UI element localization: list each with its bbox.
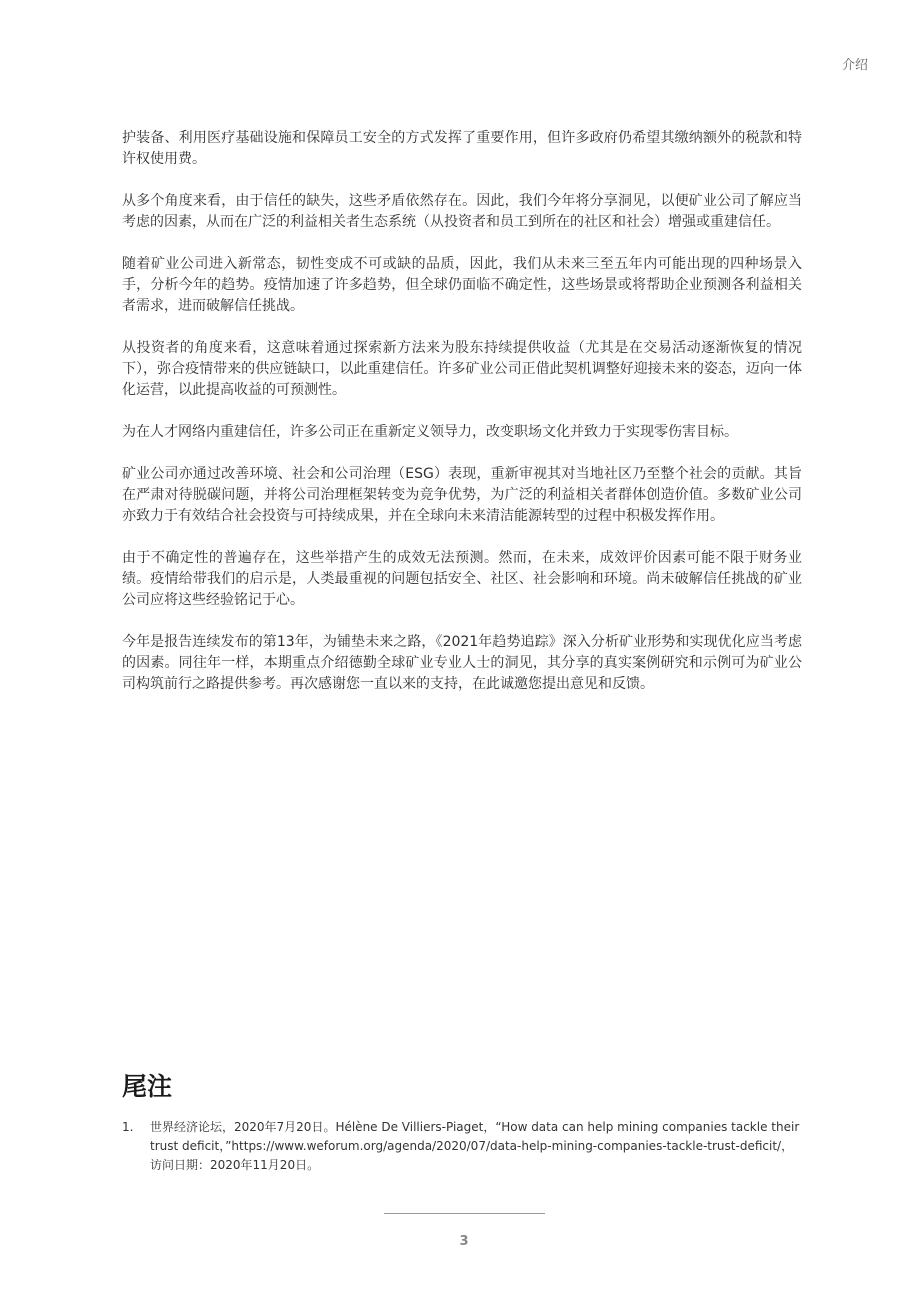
paragraph: 今年是报告连续发布的第13年，为铺垫未来之路，《2021年趋势追踪》深入分析矿业形势和实现优化应当考虑的因素。同往年一样，本期重点介绍德勤全球矿业专业人士的洞见，其分享的真实案例研究和示例可为矿业公司构筑前行之路提供参考。再次感谢您一直以来的支持，在此诚邀您提出意见和反馈。 [122,634,802,692]
paragraph: 从多个角度来看，由于信任的缺失，这些矛盾依然存在。因此，我们今年将分享洞见，以便矿业公司了解应当考虑的因素，从而在广泛的利益相关者生态系统（从投资者和员工到所在的社区和社会）增强或重建信任。 [122,193,802,230]
paragraph: 为在人才网络内重建信任，许多公司正在重新定义领导力，改变职场文化并致力于实现零伤害目标。 [122,424,738,440]
footer-divider [384,1213,545,1214]
paragraph: 随着矿业公司进入新常态，韧性变成不可或缺的品质，因此，我们从未来三至五年内可能出现的四种场景入手，分析今年的趋势。疫情加速了许多趋势，但全球仍面临不确定性，这些场景或将帮助企业预测各利益相关者需求，进而破解信任挑战。 [122,256,802,314]
endnotes-title: 尾注 [122,1072,173,1101]
endnote-number: 1. [122,1120,134,1134]
paragraph: 由于不确定性的普遍存在，这些举措产生的成效无法预测。然而，在未来，成效评价因素可能不限于财务业绩。疫情给带我们的启示是，人类最重视的问题包括安全、社区、社会影响和环境。尚未破解信任挑战的矿业公司应将这些经验铭记于心。 [122,550,802,608]
paragraph: 矿业公司亦通过改善环境、社会和公司治理（ESG）表现，重新审视其对当地社区乃至整个社会的贡献。其旨在严肃对待脱碳问题，并将公司治理框架转变为竞争优势，为广泛的利益相关者群体创造价值。多数矿业公司亦致力于有效结合社会投资与可持续成果，并在全球向未来清洁能源转型的过程中积极发挥作用。 [122,466,802,524]
page-number: 3 [459,1234,469,1249]
endnote-text: 世界经济论坛，2020年7月20日。Hélène De Villiers-Piaget，“How data can help mining companies tackle their trust deficit，”https://www.weforum.org/agenda/2020/07/data-help-mining-companies-tackle-trust-deficit/，访问日期：2020年11月20日。 [150,1120,800,1172]
endnote-item [122,1118,802,1175]
endnotes-section [122,1070,802,1175]
section-header-label: 介绍 [841,58,868,73]
paragraph: 从投资者的角度来看，这意味着通过探索新方法来为股东持续提供收益（尤其是在交易活动逐渐恢复的情况下），弥合疫情带来的供应链缺口，以此重建信任。许多矿业公司正借此契机调整好迎接未来的姿态，迈向一体化运营，以此提高收益的可预测性。 [122,340,802,398]
paragraph: 护装备、利用医疗基础设施和保障员工安全的方式发挥了重要作用，但许多政府仍希望其缴纳额外的税款和特许权使用费。 [122,130,802,167]
body-text [122,128,802,716]
